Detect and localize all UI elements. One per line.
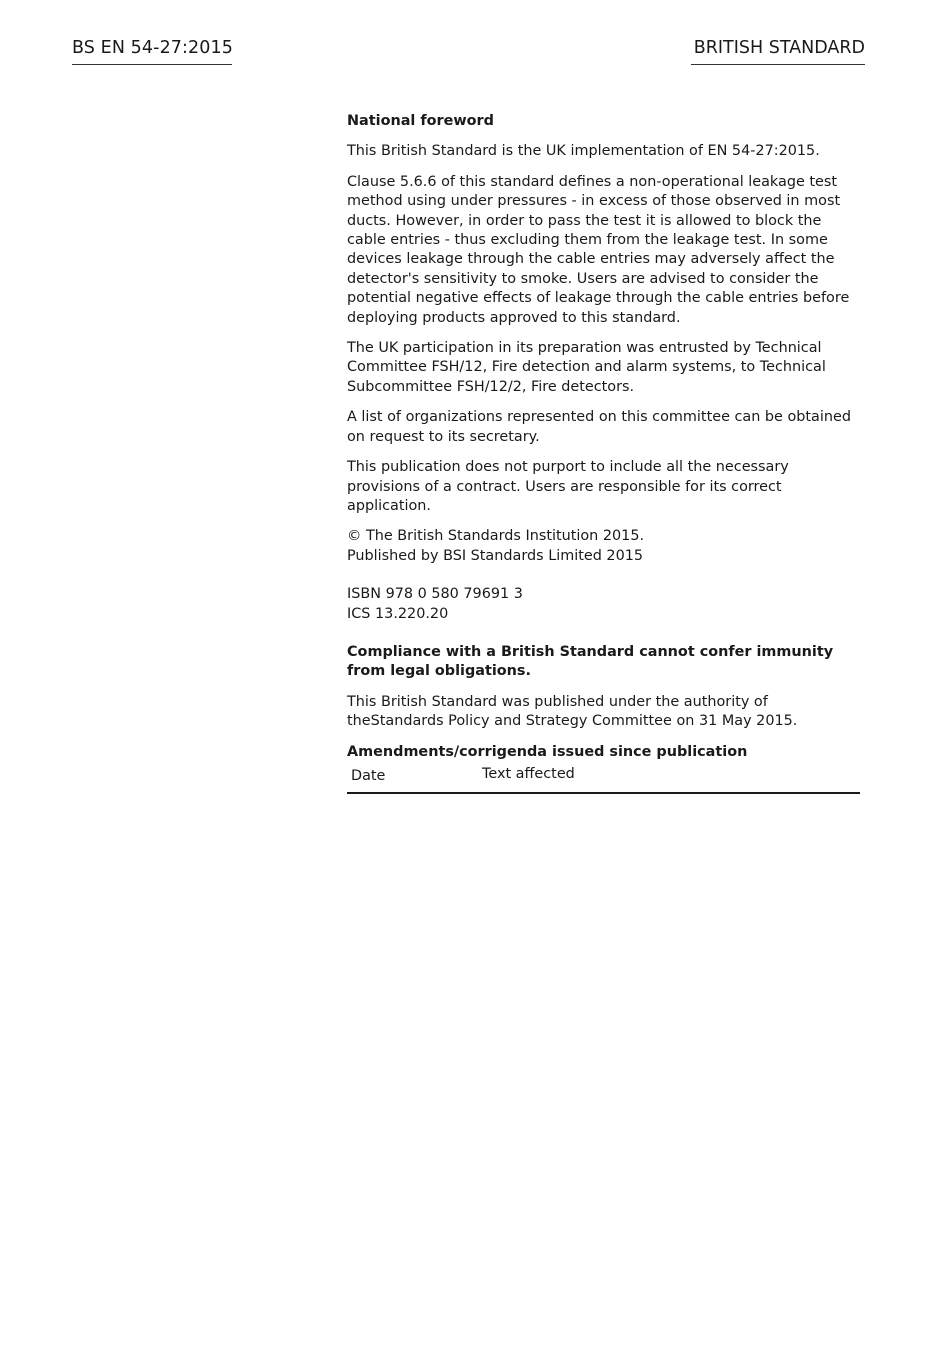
publisher-line: Published by BSI Standards Limited 2015 [347,547,644,564]
ics-code: ICS 13.220.20 [347,605,449,622]
amendments-title: Amendments/corrigenda issued since publication [347,743,748,760]
national-foreword-section [347,112,860,794]
authority-statement: This British Standard was published under the authority of theStandards Policy and Strategy Committee on 31 May 2015. [347,693,798,730]
section-title: National foreword [347,113,494,129]
foreword-paragraph: A list of organizations represented on this committee can be obtained on request to its secretary. [347,409,851,445]
foreword-paragraph: This British Standard is the UK implementation of EN 54-27:2015. [347,143,820,160]
column-header-text-affected: Text affected [482,765,575,782]
standard-type-header: BRITISH STANDARD [691,38,865,65]
foreword-paragraph: The UK participation in its preparation was entrusted by Technical Committee FSH/12, Fire detection and alarm systems, to Technical Subcommittee FSH/12/2, Fire detectors. [347,340,826,395]
foreword-paragraph: This publication does not purport to include all the necessary provisions of a contract. Users are responsible for its correct application. [347,459,789,514]
compliance-notice: Compliance with a British Standard cannot confer immunity from legal obligations. [347,643,834,680]
copyright-line: © The British Standards Institution 2015. [347,528,645,545]
foreword-paragraph: Clause 5.6.6 of this standard defines a non-operational leakage test method using under pressures - in excess of those observed in most ducts. However, in order to pass the test it is allowed to block the cable entries - thus excluding them from the leakage test. In some devices leakage through the cable entries may adversely affect the detector's sensitivity to smoke. Users are advised to consider the potential negative effects of leakage through the cable entries before deploying products approved to this standard. [347,173,850,326]
column-header-date: Date [351,767,386,784]
amendments-table [347,765,860,794]
isbn: ISBN 978 0 580 79691 3 [347,586,523,603]
document-id-header: BS EN 54-27:2015 [72,38,232,65]
